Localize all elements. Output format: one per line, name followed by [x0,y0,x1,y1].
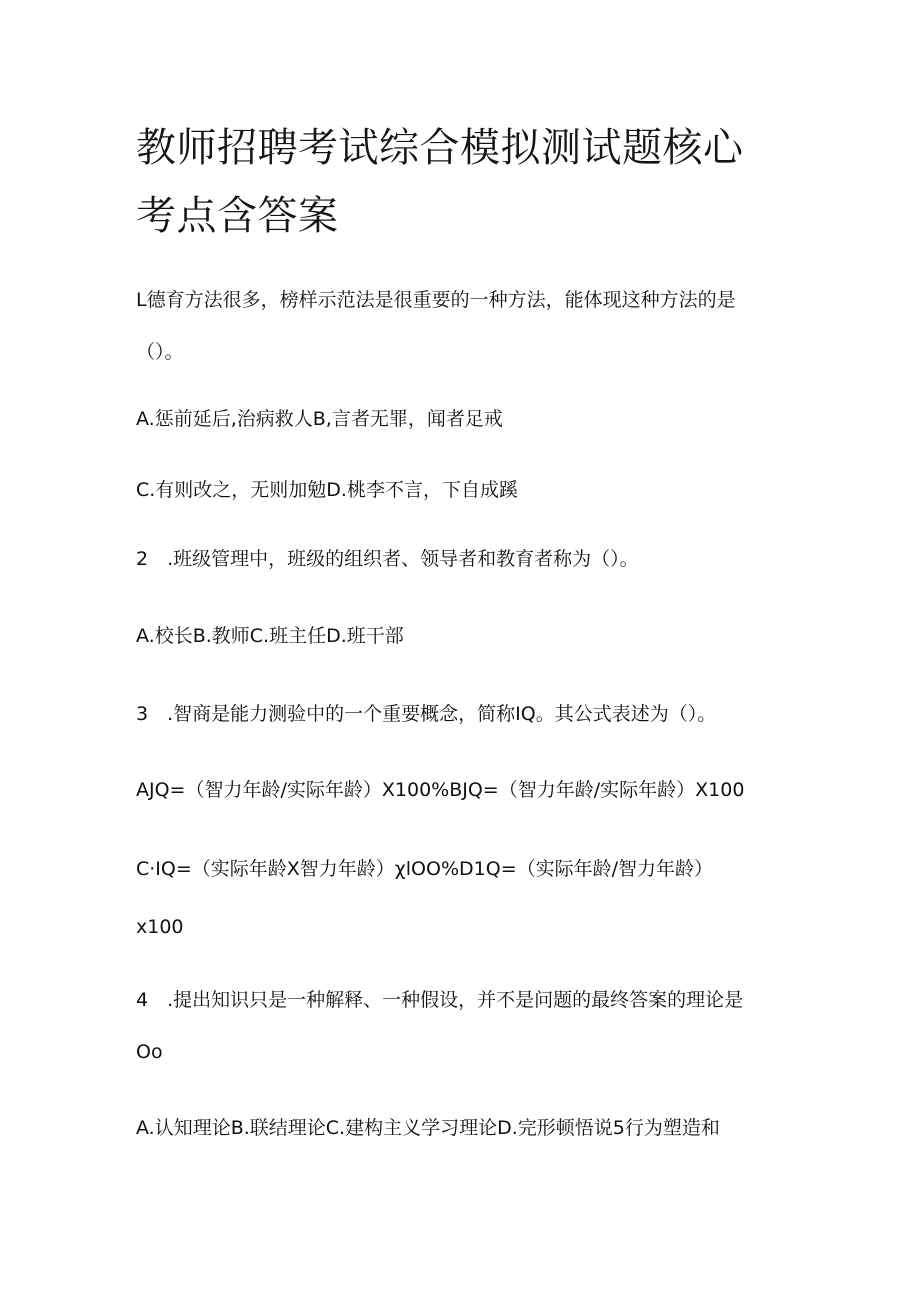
question-3-stem: 3 .智商是能力测验中的一个重要概念，简称IQ。其公式表述为（）。 [136,703,717,725]
question-3-options-cd: C·IQ=（实际年龄X智力年龄）χlOO%D1Q=（实际年龄/智力年龄） [136,858,714,880]
question-1-stem: L德育方法很多，榜样示范法是很重要的一种方法，能体现这种方法的是 [136,289,736,311]
question-1-stem-continued: （）。 [136,341,184,363]
question-4-options: A.认知理论B.联结理论C.建构主义学习理论D.完形顿悟说5行为塑造和 [136,1117,720,1139]
question-3-options-continued: x100 [136,916,184,938]
question-1-options-ab: A.惩前延后,治病救人B,言者无罪，闻者足戒 [136,408,503,430]
question-2-stem: 2 .班级管理中，班级的组织者、领导者和教育者称为（）。 [136,548,639,570]
document-title-line-2: 考点含答案 [136,193,339,239]
question-2-options: A.校长B.教师C.班主任D.班干部 [136,625,404,647]
question-4-stem-continued: Oo [136,1041,163,1063]
question-3-options-ab: AJQ=（智力年龄/实际年龄）X100%BJQ=（智力年龄/实际年龄）X100 [136,779,745,801]
question-1-options-cd: C.有则改之，无则加勉D.桃李不言，下自成蹊 [136,479,518,501]
question-4-stem: 4 .提出知识只是一种解释、一种假设，并不是问题的最终答案的理论是 [136,989,744,1011]
document-title-line-1: 教师招聘考试综合模拟测试题核心 [136,125,744,171]
